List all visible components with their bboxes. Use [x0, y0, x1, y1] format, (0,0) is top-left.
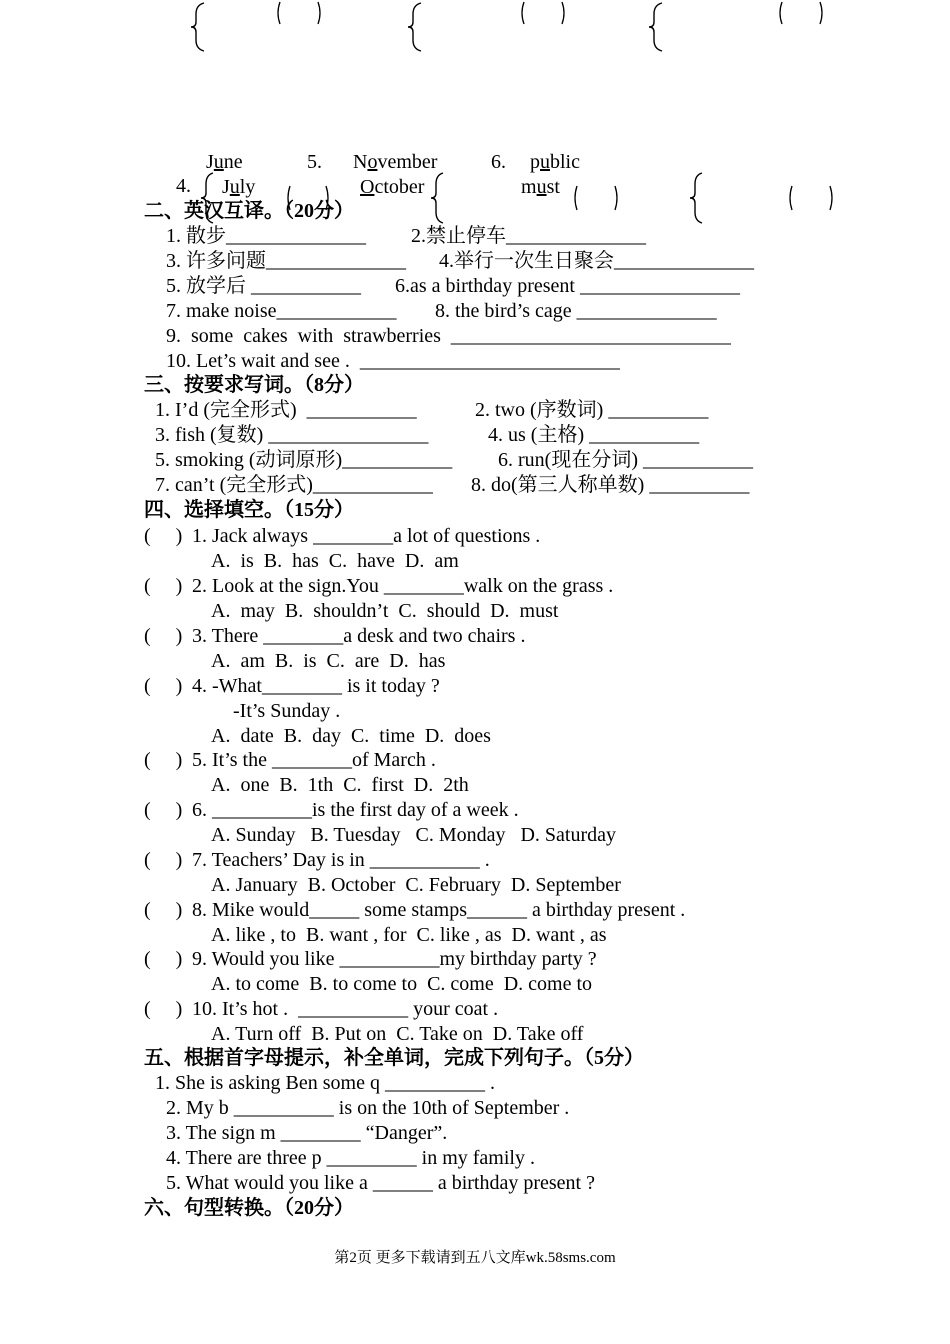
s2-line-1a: 1. 散步______________ [166, 225, 366, 247]
mc-options-9: A. to come B. to come to C. come D. come to [211, 973, 593, 995]
mc-options-8: A. like , to B. want , for C. like , as D. want , as [211, 924, 607, 946]
mc-options-5: A. one B. 1th C. first D. 2th [211, 774, 469, 796]
mc-question-8: 8. Mike would_____ some stamps______ a birthday present . [192, 899, 686, 921]
section-2-title: 二、英汉互译。（20分） [144, 200, 354, 222]
s3-line-1b: 2. two (序数词) __________ [475, 399, 709, 421]
mc-question-3: 3. There ________a desk and two chairs . [192, 625, 526, 647]
word-item-4: 4. [176, 175, 191, 197]
s3-line-2a: 3. fish (复数) ________________ [155, 424, 429, 446]
s5-line-4: 4. There are three p _________ in my family . [166, 1147, 535, 1169]
word-public: public [530, 151, 580, 173]
mc-question-1: 1. Jack always ________a lot of questions . [192, 525, 541, 547]
answer-paren: ( ) [144, 525, 183, 547]
s5-line-5: 5. What would you like a ______ a birthday present ? [166, 1172, 595, 1194]
s2-line-5: 9. some cakes with strawberries ____________________________ [166, 325, 731, 347]
s3-line-4b: 8. do(第三人称单数) __________ [471, 474, 750, 496]
s5-line-3: 3. The sign m ________ “Danger”. [166, 1122, 448, 1144]
mc-question-7: 7. Teachers’ Day is in ___________ . [192, 849, 490, 871]
answer-bracket-icon [786, 184, 836, 212]
word-item-6: 6. [491, 151, 506, 173]
word-november: November [353, 151, 438, 173]
answer-bracket-icon [274, 0, 324, 26]
mc-options-6: A. Sunday B. Tuesday C. Monday D. Saturday [211, 824, 617, 846]
answer-bracket-icon [571, 184, 621, 212]
mc-options-7: A. January B. October C. February D. September [211, 874, 621, 896]
answer-paren: ( ) [144, 575, 183, 597]
curly-brace-icon [430, 172, 446, 224]
mc-options-1: A. is B. has C. have D. am [211, 550, 459, 572]
answer-paren: ( ) [144, 675, 183, 697]
answer-paren: ( ) [144, 998, 183, 1020]
word-october: October [360, 176, 425, 198]
s2-line-4b: 8. the bird’s cage ______________ [435, 300, 717, 322]
answer-paren: ( ) [144, 849, 183, 871]
mc-question-4: 4. -What________ is it today ? [192, 675, 440, 697]
s2-line-2a: 3. 许多问题______________ [166, 250, 406, 272]
mc-question-5: 5. It’s the ________of March . [192, 749, 436, 771]
mc-question-6: 6. __________is the first day of a week . [192, 799, 519, 821]
s5-line-1: 1. She is asking Ben some q __________ . [155, 1072, 495, 1094]
s3-line-2b: 4. us (主格) ___________ [488, 424, 700, 446]
page-footer: 第2页 更多下载请到五八文库wk.58sms.com [334, 1250, 616, 1266]
s2-line-2b: 4.举行一次生日聚会______________ [439, 250, 754, 272]
mc-options-4: A. date B. day C. time D. does [211, 725, 491, 747]
mc-options-2: A. may B. shouldn’t C. should D. must [211, 600, 559, 622]
s2-line-3a: 5. 放学后 ___________ [166, 275, 361, 297]
answer-paren: ( ) [144, 899, 183, 921]
mc-question-10: 10. It’s hot . ___________ your coat . [192, 998, 499, 1020]
answer-paren: ( ) [144, 749, 183, 771]
curly-brace-icon [190, 2, 208, 52]
answer-paren: ( ) [144, 625, 183, 647]
word-item-5: 5. [307, 151, 322, 173]
mc-options-3: A. am B. is C. are D. has [211, 650, 446, 672]
answer-bracket-icon [776, 0, 826, 26]
curly-brace-icon [648, 2, 666, 52]
s2-line-6: 10. Let’s wait and see . __________________________ [166, 350, 620, 372]
answer-paren: ( ) [144, 799, 183, 821]
mc-question-9: 9. Would you like __________my birthday party ? [192, 948, 597, 970]
mc-question-2: 2. Look at the sign.You ________walk on the grass . [192, 575, 614, 597]
section-4-title: 四、选择填空。（15分） [144, 499, 354, 521]
section-6-title: 六、句型转换。（20分） [144, 1197, 354, 1219]
s2-line-4a: 7. make noise____________ [166, 300, 397, 322]
s3-line-4a: 7. can’t (完全形式)____________ [155, 474, 433, 496]
section-3-title: 三、按要求写词。（8分） [144, 374, 364, 396]
s2-line-1b: 2.禁止停车______________ [411, 225, 646, 247]
s5-line-2: 2. My b __________ is on the 10th of September . [166, 1097, 570, 1119]
mc-question-4-reply: -It’s Sunday . [233, 700, 341, 722]
s3-line-3b: 6. run(现在分词) ___________ [498, 449, 753, 471]
word-july: July [222, 176, 256, 198]
s3-line-1a: 1. I’d (完全形式) ___________ [155, 399, 417, 421]
curly-brace-icon [407, 2, 425, 52]
curly-brace-icon [689, 172, 705, 224]
s3-line-3a: 5. smoking (动词原形)___________ [155, 449, 453, 471]
word-june: June [206, 151, 243, 173]
answer-bracket-icon [518, 0, 568, 26]
answer-paren: ( ) [144, 948, 183, 970]
s2-line-3b: 6.as a birthday present ________________ [395, 275, 740, 297]
word-must: must [521, 176, 560, 198]
mc-options-10: A. Turn off B. Put on C. Take on D. Take off [211, 1023, 584, 1045]
section-5-title: 五、根据首字母提示，补全单词，完成下列句子。（5分） [144, 1047, 644, 1069]
